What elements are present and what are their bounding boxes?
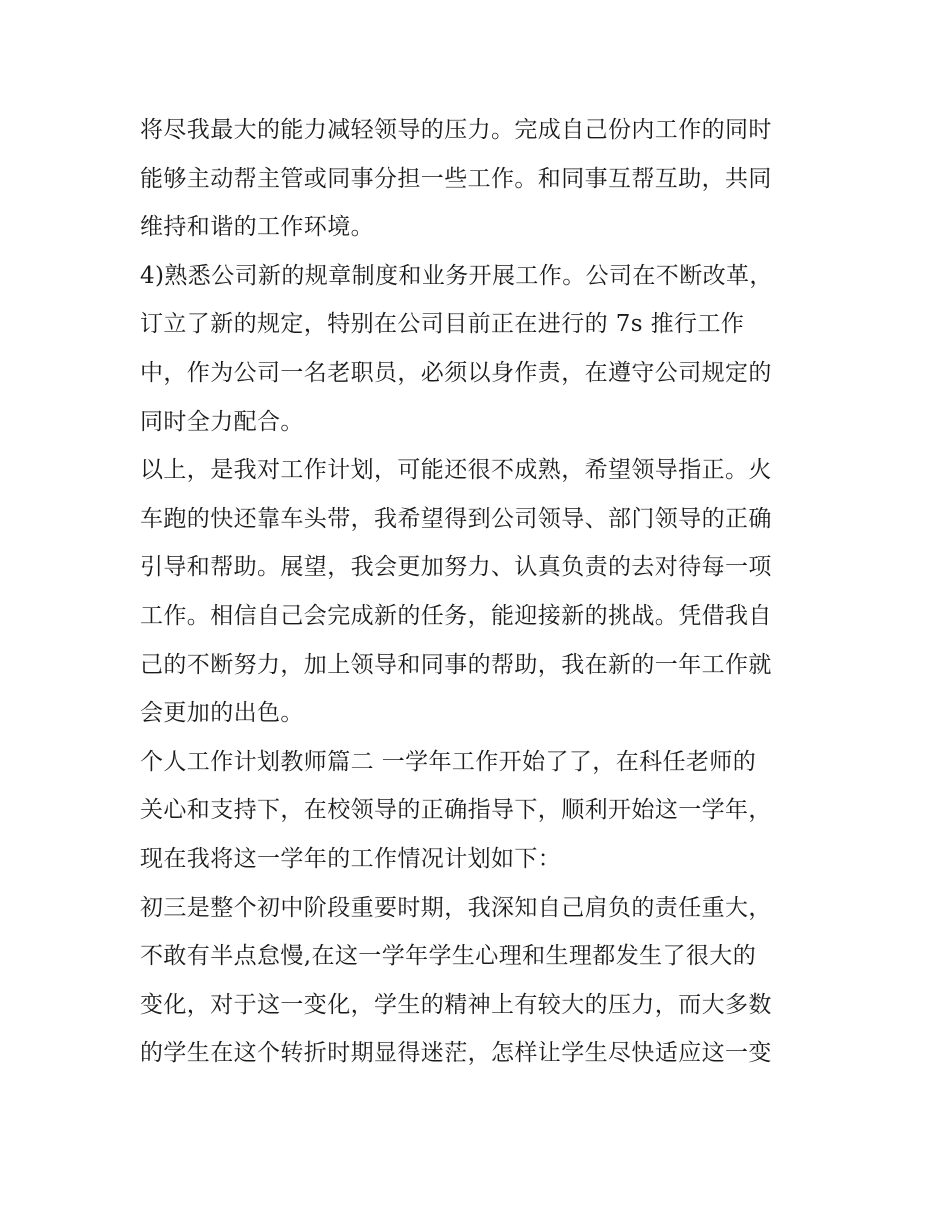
text-line: 个人工作计划教师篇二 一学年工作开始了了，在科任老师的	[140, 748, 757, 775]
text-line: 的学生在这个转折时期显得迷茫，怎样让学生尽快适应这一变	[140, 1040, 772, 1067]
text-line: 己的不断努力，加上领导和同事的帮助，我在新的一年工作就	[140, 651, 772, 678]
text-line: 不敢有半点怠慢,在这一学年学生心理和生理都发生了很大的	[140, 943, 757, 970]
text-line: 工作。相信自己会完成新的任务，能迎接新的挑战。凭借我自	[140, 602, 772, 629]
text-line: 4)熟悉公司新的规章制度和业务开展工作。公司在不断改革，	[140, 262, 773, 289]
text-line: 关心和支持下，在校领导的正确指导下，顺利开始这一学年，	[140, 797, 772, 824]
text-line: 现在我将这一学年的工作情况计划如下：	[140, 845, 562, 872]
text-line: 订立了新的规定，特别在公司目前正在进行的 7s 推行工作	[140, 311, 745, 338]
text-line: 能够主动帮主管或同事分担一些工作。和同事互帮互助，共同	[140, 165, 772, 192]
text-line: 引导和帮助。展望，我会更加努力、认真负责的去对待每一项	[140, 554, 772, 581]
text-line: 初三是整个初中阶段重要时期，我深知自己肩负的责任重大，	[140, 894, 772, 921]
text-line: 同时全力配合。	[140, 408, 304, 435]
document-body	[140, 106, 820, 1078]
text-line: 变化，对于这一变化，学生的精神上有较大的压力，而大多数	[140, 991, 772, 1018]
text-line: 中，作为公司一名老职员，必须以身作责，在遵守公司规定的	[140, 359, 772, 386]
text-line: 以上，是我对工作计划，可能还很不成熟，希望领导指正。火	[140, 457, 772, 484]
text-line: 车跑的快还靠车头带，我希望得到公司领导、部门领导的正确	[140, 505, 772, 532]
text-line: 会更加的出色。	[140, 700, 304, 727]
text-line: 将尽我最大的能力减轻领导的压力。完成自己份内工作的同时	[140, 117, 772, 143]
text-line: 维持和谐的工作环境。	[140, 214, 374, 241]
